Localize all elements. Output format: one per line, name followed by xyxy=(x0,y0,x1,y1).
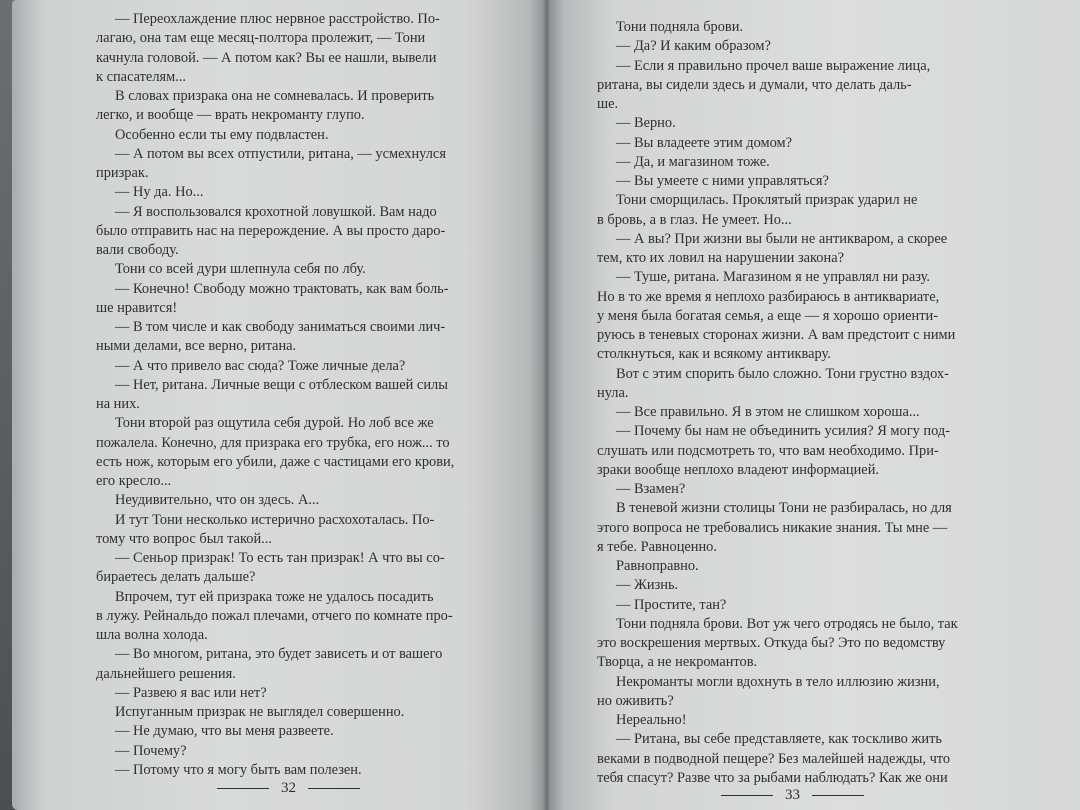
text-line: вали свободу. xyxy=(96,242,179,258)
text-line: — Не думаю, что вы меня развеете. xyxy=(115,723,334,740)
text-line: В теневой жизни столицы Тони не разбиралась, но для xyxy=(616,500,952,517)
footer-rule-right xyxy=(308,788,360,789)
text-line: в лужу. Рейнальдо пожал плечами, отчего по комнате про- xyxy=(96,607,453,624)
text-line: — А вы? При жизни вы были не антикваром, а скорее xyxy=(616,230,948,247)
text-line: призрак. xyxy=(96,165,149,181)
text-line: Вот с этим спорить было сложно. Тони грустно вздох- xyxy=(616,365,949,382)
text-line: ше. xyxy=(597,96,619,112)
text-line: И тут Тони несколько истерично расхохоталась. По- xyxy=(115,511,435,528)
text-line: я тебе. Равноценно. xyxy=(597,538,717,555)
text-line: — В том числе и как свободу заниматься своими лич- xyxy=(115,319,446,335)
text-line: — Я воспользовался крохотной ловушкой. Вам надо xyxy=(115,203,437,220)
right-page xyxy=(549,0,1080,810)
text-line: — Жизнь. xyxy=(616,577,679,594)
right-page-footer xyxy=(721,787,864,804)
text-line: дальнейшего решения. xyxy=(96,665,236,682)
text-line: — А что привело вас сюда? Тоже личные дела? xyxy=(115,357,406,374)
text-line: Тони сморщилась. Проклятый призрак ударил не xyxy=(616,192,918,209)
text-line: тем, кто их ловил на нарушении закона? xyxy=(597,250,844,266)
text-line: Равноправно. xyxy=(616,558,699,574)
text-line: ше нравится! xyxy=(96,299,178,316)
text-line: зраки вообще неплохо владеют информацией. xyxy=(597,461,879,478)
text-line: — Если я правильно прочел ваше выражение лица, xyxy=(616,57,931,74)
text-line: Тони подняла брови. xyxy=(616,19,743,35)
text-line: Впрочем, тут ей призрака тоже не удалось посадить xyxy=(115,588,434,605)
left-page-footer xyxy=(217,780,360,797)
footer-rule-left xyxy=(217,788,269,789)
text-line: — Ну да. Но... xyxy=(115,184,204,201)
page-number-right: 33 xyxy=(785,787,800,803)
text-line: это воскрешения мертвых. Откуда бы? Это по ведомству xyxy=(597,635,946,651)
text-line: — Взамен? xyxy=(616,481,686,497)
left-page xyxy=(12,0,545,810)
text-line: — Да? И каким образом? xyxy=(616,38,771,55)
text-line: к спасателям... xyxy=(96,68,187,85)
text-line: Тони второй раз ощутила себя дурой. Но лоб все же xyxy=(115,415,434,432)
text-line: бираетесь делать дальше? xyxy=(96,569,256,586)
text-line: — Сеньор призрак! То есть тан призрак! А что вы со- xyxy=(115,550,445,566)
text-line: Но в то же время я неплохо разбираюсь в антиквариате, xyxy=(597,288,940,305)
footer-rule-right xyxy=(812,795,864,796)
text-line: — Переохлаждение плюс нервное расстройство. По- xyxy=(115,11,440,27)
text-line: слушать или подсмотреть то, что вам необходимо. При- xyxy=(597,442,939,459)
text-line: ными делами, все верно, ритана. xyxy=(96,338,297,355)
text-line: — Потому что я могу быть вам полезен. xyxy=(115,761,362,778)
text-line: тому что вопрос был такой... xyxy=(96,530,272,547)
text-line: есть нож, которым его убили, даже с частицами его крови, xyxy=(96,453,455,470)
text-line: — А потом вы всех отпустили, ритана, — усмехнулся xyxy=(115,145,446,162)
text-line: руюсь в теневых сторонах жизни. А вам предстоит с ними xyxy=(597,327,956,343)
text-line: тебя спасут? Разве что за рыбами наблюдать? Как же они xyxy=(597,769,948,786)
text-line: ритана, вы сидели здесь и думали, что делать даль- xyxy=(597,76,912,93)
text-line: — Ритана, вы себе представляете, как тоскливо жить xyxy=(616,731,942,748)
text-line: у меня была богатая семья, а еще — я хорошо ориенти- xyxy=(597,307,939,324)
text-line: пожалела. Конечно, для призрака его трубка, его нож... то xyxy=(96,434,450,451)
text-line: Некроманты могли вдохнуть в тело иллюзию жизни, xyxy=(616,673,940,690)
text-line: В словах призрака она не сомневалась. И проверить xyxy=(115,88,435,104)
text-line: этого вопроса не требовались никакие знания. Ты мне — xyxy=(597,519,948,536)
text-line: Тони подняла брови. Вот уж чего отродясь не было, так xyxy=(616,615,958,632)
page-number-left: 32 xyxy=(281,780,296,796)
text-line: Особенно если ты ему подвластен. xyxy=(115,126,329,143)
text-line: на них. xyxy=(96,396,140,412)
text-line: — Туше, ритана. Магазином я не управлял ни разу. xyxy=(616,269,931,286)
text-line: — Во многом, ритана, это будет зависеть и от вашего xyxy=(115,646,443,663)
text-line: легко, и вообще — врать некроманту глупо. xyxy=(96,107,365,124)
text-line: качнула головой. — А потом как? Вы ее нашли, вывели xyxy=(96,49,437,66)
text-line: Неудивительно, что он здесь. А... xyxy=(115,492,320,509)
text-line: — Почему бы нам не объединить усилия? Я могу под- xyxy=(616,423,951,440)
text-line: нула. xyxy=(597,384,629,401)
text-line: в бровь, а в глаз. Не умеет. Но... xyxy=(597,211,792,228)
text-line: веками в подводной пещере? Без малейшей надежды, что xyxy=(597,750,951,767)
text-line: — Почему? xyxy=(115,742,187,759)
text-line: — Все правильно. Я в этом не слишком хороша... xyxy=(616,404,920,420)
text-line: Испуганным призрак не выглядел совершенно. xyxy=(115,704,405,720)
text-line: но оживить? xyxy=(597,692,674,709)
text-line: — Вы умеете с ними управляться? xyxy=(616,173,829,189)
text-line: было отправить нас на перерождение. А вы просто даро- xyxy=(96,222,446,239)
text-line: Творца, а не некромантов. xyxy=(597,654,758,671)
text-line: столкнуться, как и всякому антиквару. xyxy=(597,346,831,363)
text-line: — Развею я вас или нет? xyxy=(115,684,267,701)
right-page-text xyxy=(597,18,1022,788)
left-page-text xyxy=(96,10,524,780)
text-line: — Конечно! Свободу можно трактовать, как вам боль- xyxy=(115,280,449,297)
text-line: — Вы владеете этим домом? xyxy=(616,134,793,151)
text-line: — Простите, тан? xyxy=(616,596,727,613)
text-line: — Да, и магазином тоже. xyxy=(616,153,770,170)
text-line: шла волна холода. xyxy=(96,627,208,643)
text-line: Тони со всей дури шлепнула себя по лбу. xyxy=(115,261,366,278)
text-line: его кресло... xyxy=(96,473,172,489)
footer-rule-left xyxy=(721,795,773,796)
text-line: лагаю, она там еще месяц-полтора пролежит, — Тони xyxy=(96,30,426,47)
text-line: — Нет, ритана. Личные вещи с отблеском вашей силы xyxy=(115,376,448,393)
text-line: — Верно. xyxy=(616,115,676,132)
text-line: Нереально! xyxy=(616,712,687,728)
